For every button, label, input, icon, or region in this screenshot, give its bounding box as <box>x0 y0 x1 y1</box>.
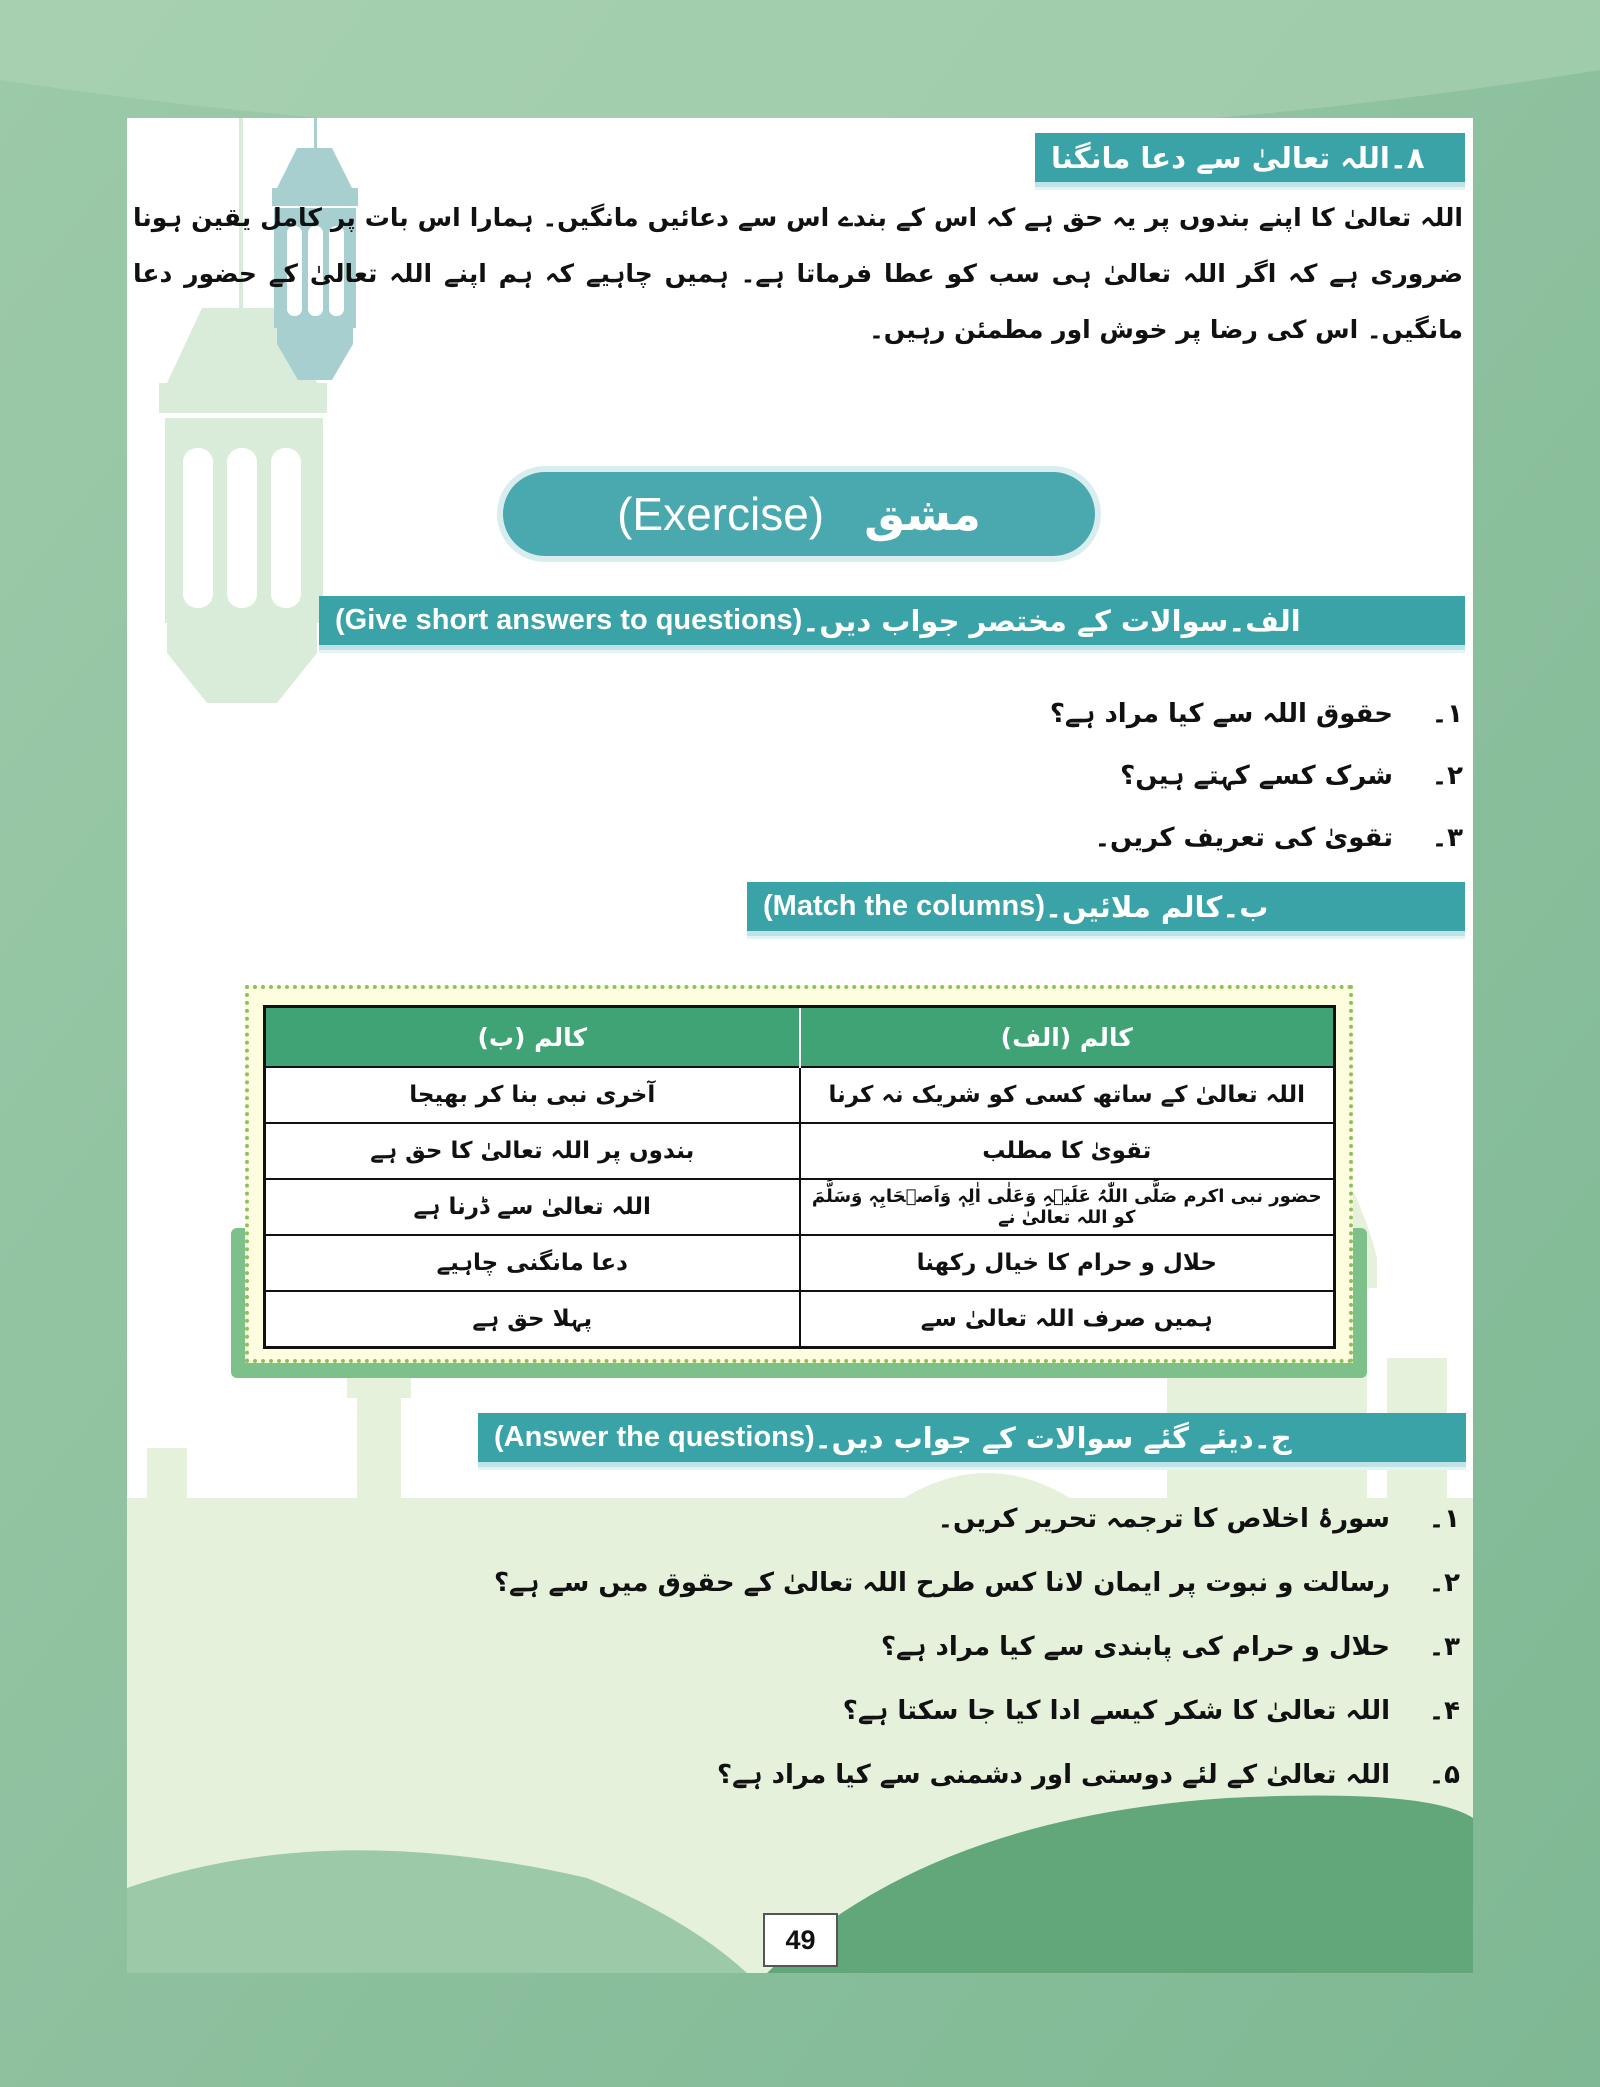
part-a-heading <box>319 596 1465 650</box>
column-a-cell: حلال و حرام کا خیال رکھنا <box>800 1235 1335 1291</box>
question-number: ۴۔ <box>1428 1696 1460 1726</box>
match-columns-table <box>263 1005 1336 1349</box>
question-text: تقویٰ کی تعریف کریں۔ <box>1094 823 1393 853</box>
part-b-heading-english: (Match the columns) <box>763 890 1045 922</box>
question-text: رسالت و نبوت پر ایمان لانا کس طرح اللہ تعالیٰ کے حقوق میں سے ہے؟ <box>493 1568 1390 1598</box>
part-c-questions <box>410 1487 1460 1807</box>
list-item <box>663 683 1463 745</box>
column-a-cell: ہمیں صرف اللہ تعالیٰ سے <box>800 1291 1335 1348</box>
column-b-header: کالم (ب) <box>265 1007 800 1068</box>
column-b-cell: بندوں پر اللہ تعالیٰ کا حق ہے <box>265 1123 800 1179</box>
table-header-row <box>265 1007 1335 1068</box>
part-a-questions <box>663 683 1463 869</box>
list-item <box>410 1743 1460 1807</box>
exercise-title-urdu: مشق <box>864 487 981 541</box>
section-heading-text: ۸۔اللہ تعالیٰ سے دعا مانگنا <box>1051 140 1425 175</box>
exercise-title-english: (Exercise) <box>617 488 825 540</box>
list-item <box>410 1615 1460 1679</box>
question-text: سورۂ اخلاص کا ترجمہ تحریر کریں۔ <box>937 1504 1390 1534</box>
table-row <box>265 1291 1335 1348</box>
page-number: 49 <box>763 1913 838 1967</box>
question-text: اللہ تعالیٰ کا شکر کیسے ادا کیا جا سکتا ہے؟ <box>842 1696 1390 1726</box>
section-8-paragraph: اللہ تعالیٰ کا اپنے بندوں پر یہ حق ہے کہ اس کے بندے اس سے دعائیں مانگیں۔ ہمارا اس بات پر کامل یقین ہونا ضروری ہے کہ اگر اللہ تعالیٰ ہی سب کو عطا فرماتا ہے۔ ہمیں چاہیے کہ ہم اپنے اللہ تعالیٰ کے حضور دعا مانگیں۔ اس کی رضا پر خوش اور مطمئن رہیں۔ <box>133 203 1463 344</box>
column-a-cell: اللہ تعالیٰ کے ساتھ کسی کو شریک نہ کرنا <box>800 1067 1335 1123</box>
question-number: ۲۔ <box>1431 761 1463 791</box>
question-number: ۳۔ <box>1428 1632 1460 1662</box>
part-b-heading <box>747 882 1465 936</box>
column-a-cell: حضور نبی اکرم صَلَّی اللّٰہُ عَلَیۡہِ وَعَلٰی اٰلِہٖ وَاَصۡحَابِہٖ وَسَلَّمَ کو اللہ تعالیٰ نے <box>800 1179 1335 1235</box>
list-item <box>410 1679 1460 1743</box>
column-a-header: کالم (الف) <box>800 1007 1335 1068</box>
question-text: شرک کسے کہتے ہیں؟ <box>1120 761 1393 791</box>
part-a-heading-urdu: الف۔سوالات کے مختصر جواب دیں۔ <box>802 603 1301 638</box>
question-number: ۱۔ <box>1428 1504 1460 1534</box>
table-row <box>265 1123 1335 1179</box>
column-a-cell: تقویٰ کا مطلب <box>800 1123 1335 1179</box>
column-b-cell: پہلا حق ہے <box>265 1291 800 1348</box>
part-c-heading-english: (Answer the questions) <box>494 1421 815 1453</box>
question-text: حقوق اللہ سے کیا مراد ہے؟ <box>1049 699 1393 729</box>
column-b-cell: اللہ تعالیٰ سے ڈرنا ہے <box>265 1179 800 1235</box>
list-item <box>410 1487 1460 1551</box>
question-text: حلال و حرام کی پابندی سے کیا مراد ہے؟ <box>880 1632 1390 1662</box>
part-c-heading-urdu: ج۔دیئے گئے سوالات کے جواب دیں۔ <box>814 1420 1292 1455</box>
question-number: ۵۔ <box>1428 1760 1460 1790</box>
column-b-cell: آخری نبی بنا کر بھیجا <box>265 1067 800 1123</box>
column-b-cell: دعا مانگنی چاہیے <box>265 1235 800 1291</box>
question-number: ۲۔ <box>1428 1568 1460 1598</box>
list-item <box>410 1551 1460 1615</box>
table-row <box>265 1179 1335 1235</box>
list-item <box>663 807 1463 869</box>
part-c-heading <box>478 1413 1466 1467</box>
table-row <box>265 1067 1335 1123</box>
question-number: ۱۔ <box>1431 699 1463 729</box>
table-row <box>265 1235 1335 1291</box>
question-number: ۳۔ <box>1431 823 1463 853</box>
part-b-heading-urdu: ب۔کالم ملائیں۔ <box>1045 889 1269 924</box>
part-a-heading-english: (Give short answers to questions) <box>335 604 803 636</box>
section-heading-8 <box>1035 133 1465 187</box>
exercise-title <box>497 466 1101 562</box>
question-text: اللہ تعالیٰ کے لئے دوستی اور دشمنی سے کیا مراد ہے؟ <box>717 1760 1390 1790</box>
list-item <box>663 745 1463 807</box>
